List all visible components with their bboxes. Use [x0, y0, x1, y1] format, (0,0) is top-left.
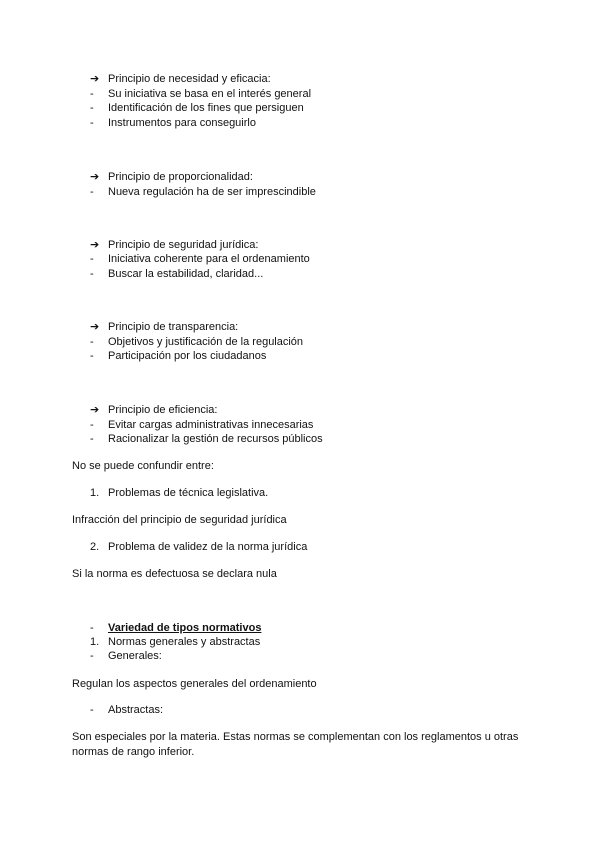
list-item: - Evitar cargas administrativas innecesarias [90, 419, 314, 431]
principle-eficiencia-title: ➔ Principio de eficiencia: [90, 404, 218, 416]
list-item: - Nueva regulación ha de ser imprescindible [90, 186, 316, 198]
dash-bullet: - [90, 350, 94, 362]
principle-transparencia-title: ➔ Principio de transparencia: [90, 321, 239, 333]
number-marker: 2. [90, 541, 100, 553]
numbered-item: 1. Problemas de técnica legislativa. [90, 487, 269, 499]
list-item: - Generales: [90, 650, 162, 662]
dash-bullet: - [90, 704, 94, 716]
number-marker: 1. [90, 636, 100, 648]
dash-bullet: - [90, 268, 94, 280]
principle-seguridad-title: ➔ Principio de seguridad jurídica: [90, 239, 259, 251]
arrow-bullet-icon: ➔ [90, 404, 100, 416]
numbered-item: 1. Normas generales y abstractas [90, 636, 261, 648]
list-item: - Iniciativa coherente para el ordenamiento [90, 253, 310, 265]
list-item: - Abstractas: [90, 704, 164, 716]
paragraph: Infracción del principio de seguridad jurídica [72, 514, 287, 526]
dash-bullet: - [90, 88, 94, 100]
paragraph: Si la norma es defectuosa se declara nula [72, 568, 277, 580]
list-item: - Racionalizar la gestión de recursos públicos [90, 433, 323, 445]
principle-necesidad-title: ➔ Principio de necesidad y eficacia: [90, 73, 271, 85]
arrow-bullet-icon: ➔ [90, 171, 100, 183]
dash-bullet: - [90, 253, 94, 265]
arrow-bullet-icon: ➔ [90, 73, 100, 85]
confusion-intro: No se puede confundir entre: [72, 460, 214, 472]
dash-bullet: - [90, 433, 94, 445]
arrow-bullet-icon: ➔ [90, 239, 100, 251]
numbered-item: 2. Problema de validez de la norma jurídica [90, 541, 308, 553]
arrow-bullet-icon: ➔ [90, 321, 100, 333]
list-item: - Identificación de los fines que persiguen [90, 102, 304, 114]
paragraph: Regulan los aspectos generales del ordenamiento [72, 678, 317, 690]
principle-proporcionalidad-title: ➔ Principio de proporcionalidad: [90, 171, 253, 183]
dash-bullet: - [90, 650, 94, 662]
dash-bullet: - [90, 186, 94, 198]
paragraph: Son especiales por la materia. Estas normas se complementan con los reglamentos u otras normas de rango inferior. [72, 731, 519, 758]
list-item: - Participación por los ciudadanos [90, 350, 267, 362]
dash-bullet: - [90, 102, 94, 114]
list-item: - Su iniciativa se basa en el interés general [90, 88, 312, 100]
section-heading: - Variedad de tipos normativos [90, 622, 262, 634]
number-marker: 1. [90, 487, 100, 499]
dash-bullet: - [90, 419, 94, 431]
dash-bullet: - [90, 336, 94, 348]
dash-bullet: - [90, 117, 94, 129]
list-item: - Objetivos y justificación de la regulación [90, 336, 304, 348]
dash-bullet: - [90, 622, 94, 634]
list-item: - Buscar la estabilidad, claridad... [90, 268, 264, 280]
list-item: - Instrumentos para conseguirlo [90, 117, 256, 129]
